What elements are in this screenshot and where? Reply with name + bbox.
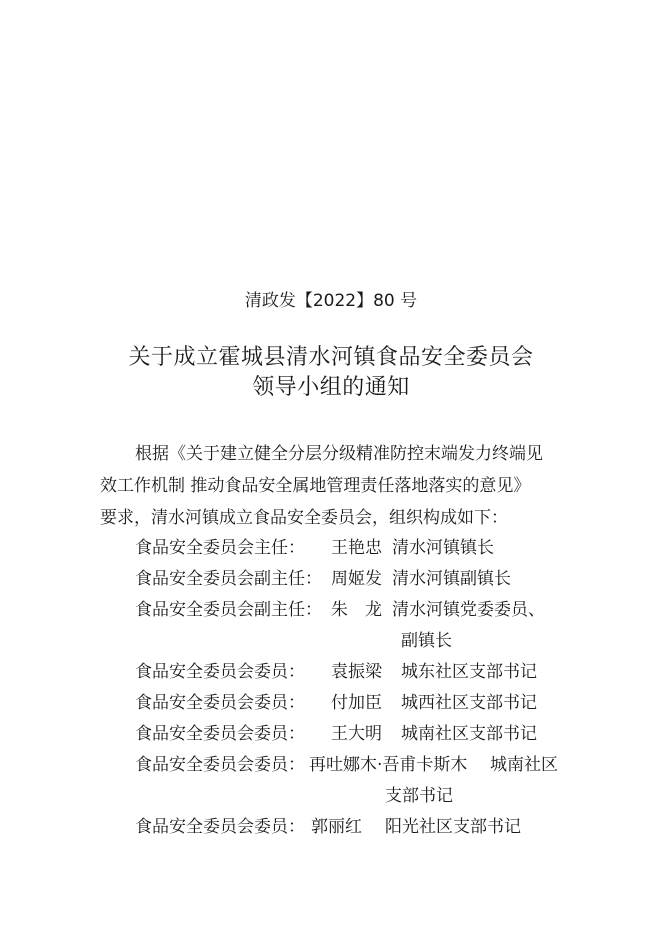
member-name: 王艳忠 <box>331 538 382 558</box>
member-name: 周姬发 <box>331 569 382 589</box>
document-title-line-1: 关于成立霍城县清水河镇食品安全委员会 <box>128 345 534 370</box>
member-role: 食品安全委员会委员： <box>135 724 305 744</box>
member-position: 清水河镇党委委员、 <box>392 600 545 620</box>
member-position: 城南社区 <box>490 755 558 775</box>
member-name: 付加臣 <box>331 693 382 713</box>
member-position: 城西社区支部书记 <box>401 693 537 713</box>
body-paragraph-line-2: 效工作机制 推动食品安全属地管理责任落地落实的意见》 <box>100 476 531 496</box>
member-role: 食品安全委员会委员： <box>135 662 305 682</box>
member-position: 城东社区支部书记 <box>401 662 537 682</box>
member-position: 清水河镇镇长 <box>392 538 494 558</box>
document-number: 清政发【2022】80 号 <box>244 291 418 311</box>
member-position-continuation: 支部书记 <box>385 786 453 806</box>
document-title-line-2: 领导小组的通知 <box>252 375 410 400</box>
body-paragraph-line-3: 要求，清水河镇成立食品安全委员会，组织构成如下： <box>100 508 508 528</box>
member-role: 食品安全委员会委员： <box>135 817 305 837</box>
member-name: 王大明 <box>331 724 382 744</box>
member-role: 食品安全委员会委员： <box>135 693 305 713</box>
member-position: 阳光社区支部书记 <box>385 817 521 837</box>
body-paragraph-line-1: 根据《关于建立健全分层分级精准防控末端发力终端见 <box>135 444 543 464</box>
member-role: 食品安全委员会副主任： <box>135 569 322 589</box>
member-name: 郭丽红 <box>311 817 362 837</box>
member-position-continuation: 副镇长 <box>401 631 452 651</box>
member-name: 再吐娜木·吾甫卡斯木 <box>309 755 468 775</box>
member-role: 食品安全委员会主任： <box>135 538 305 558</box>
member-name: 朱 龙 <box>331 600 382 620</box>
member-role: 食品安全委员会副主任： <box>135 600 322 620</box>
member-position: 城南社区支部书记 <box>401 724 537 744</box>
member-position: 清水河镇副镇长 <box>392 569 511 589</box>
member-name: 袁振梁 <box>331 662 382 682</box>
member-role: 食品安全委员会委员： <box>135 755 305 775</box>
